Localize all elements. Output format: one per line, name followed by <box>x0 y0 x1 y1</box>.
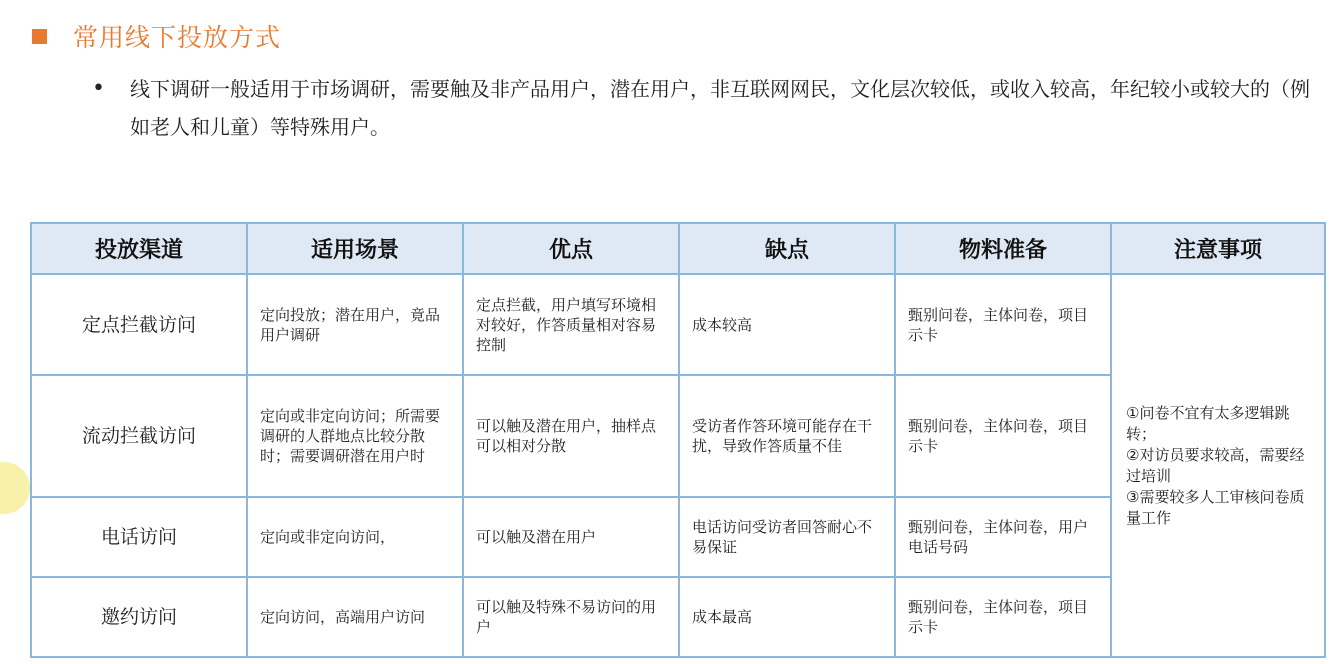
cell-channel: 流动拦截访问 <box>31 375 247 497</box>
table-header-row <box>31 223 1325 274</box>
header-channel: 投放渠道 <box>31 223 247 274</box>
cell-materials: 甄别问卷，主体问卷，项目示卡 <box>895 577 1111 657</box>
cell-channel: 电话访问 <box>31 497 247 577</box>
note-item: ①问卷不宜有太多逻辑跳转； <box>1126 403 1290 443</box>
page-title: 常用线下投放方式 <box>73 23 282 52</box>
cell-channel: 定点拦截访问 <box>31 274 247 375</box>
cursor-highlight-icon <box>0 462 30 514</box>
note-item: ③需要较多人工审核问卷质量工作 <box>1126 487 1305 527</box>
cell-pros: 定点拦截，用户填写环境相对较好，作答质量相对容易控制 <box>463 274 679 375</box>
header-cons: 缺点 <box>679 223 895 274</box>
section-heading <box>32 18 281 54</box>
cell-scene: 定向访问，高端用户访问 <box>247 577 463 657</box>
cell-notes <box>1111 274 1325 657</box>
channel-table-container <box>30 222 1324 652</box>
cell-pros: 可以触及特殊不易访问的用户 <box>463 577 679 657</box>
table-row <box>31 274 1325 375</box>
cell-pros: 可以触及潜在用户 <box>463 497 679 577</box>
cell-scene: 定向或非定向访问， <box>247 497 463 577</box>
cell-scene: 定向或非定向访问；所需要调研的人群地点比较分散时；需要调研潜在用户时 <box>247 375 463 497</box>
cell-materials: 甄别问卷，主体问卷，项目示卡 <box>895 274 1111 375</box>
cell-pros: 可以触及潜在用户，抽样点可以相对分散 <box>463 375 679 497</box>
bullet-dot-icon: • <box>92 76 105 101</box>
cell-cons: 受访者作答环境可能存在干扰，导致作答质量不佳 <box>679 375 895 497</box>
intro-text: 线下调研一般适用于市场调研，需要触及非产品用户，潜在用户，非互联网网民，文化层次较低，或收入较高，年纪较小或较大的（例如老人和儿童）等特殊用户。 <box>130 77 1310 139</box>
orange-square-bullet-icon <box>32 29 47 44</box>
header-scene: 适用场景 <box>247 223 463 274</box>
cell-channel: 邀约访问 <box>31 577 247 657</box>
channel-table <box>30 222 1326 658</box>
cell-cons: 成本较高 <box>679 274 895 375</box>
cell-cons: 电话访问受访者回答耐心不易保证 <box>679 497 895 577</box>
note-item: ②对访员要求较高，需要经过培训 <box>1126 445 1305 485</box>
cell-materials: 甄别问卷，主体问卷，用户电话号码 <box>895 497 1111 577</box>
header-materials: 物料准备 <box>895 223 1111 274</box>
cell-scene: 定向投放；潜在用户，竟品用户调研 <box>247 274 463 375</box>
cell-materials: 甄别问卷，主体问卷，项目示卡 <box>895 375 1111 497</box>
header-notes: 注意事项 <box>1111 223 1325 274</box>
header-pros: 优点 <box>463 223 679 274</box>
cell-cons: 成本最高 <box>679 577 895 657</box>
intro-paragraph <box>92 70 1312 146</box>
